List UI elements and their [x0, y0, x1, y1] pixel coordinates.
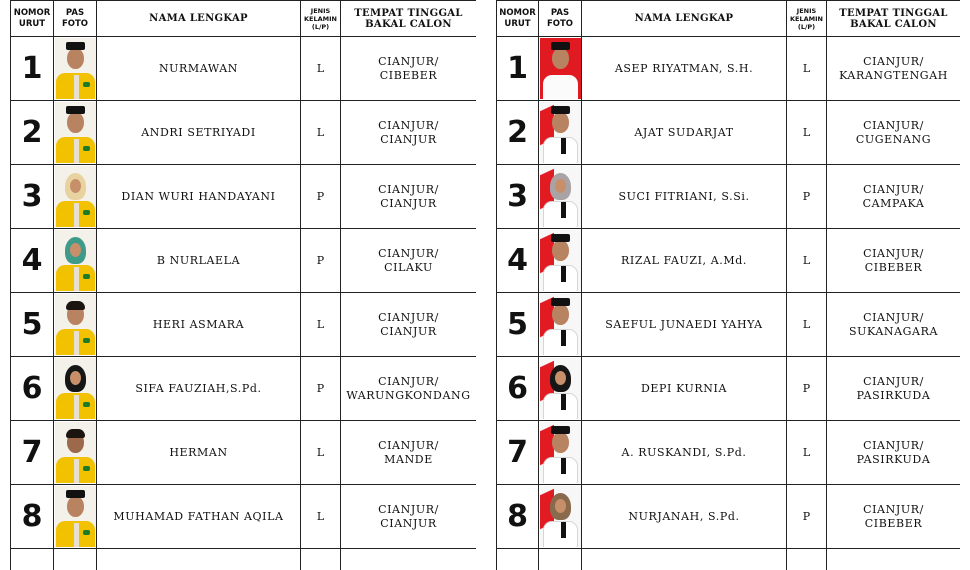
- candidate-number: 2: [11, 101, 54, 165]
- residence-line-2: CIANJUR: [380, 196, 437, 210]
- candidate-name: RIZAL FAUZI, A.Md.: [582, 229, 787, 293]
- candidate-residence: [827, 165, 961, 229]
- candidate-residence: [341, 229, 477, 293]
- candidate-photo: [54, 485, 97, 549]
- partial-cell: [341, 549, 477, 570]
- candidate-name: ASEP RIYATMAN, S.H.: [582, 37, 787, 101]
- candidate-gender: P: [301, 229, 341, 293]
- candidate-photo-image: [55, 230, 96, 291]
- candidate-name: NURMAWAN: [97, 37, 301, 101]
- candidate-row: [11, 357, 477, 421]
- residence-line-1: CIANJUR/: [378, 246, 439, 260]
- candidate-photo: [54, 421, 97, 485]
- candidate-gender: L: [301, 485, 341, 549]
- candidate-photo-image: [55, 422, 96, 483]
- candidate-photo-image: [540, 38, 581, 99]
- candidate-name: AJAT SUDARJAT: [582, 101, 787, 165]
- candidate-residence: [341, 293, 477, 357]
- candidate-row: [497, 37, 961, 101]
- residence-line-1: CIANJUR/: [863, 438, 924, 452]
- residence-line-2: CIANJUR: [380, 516, 437, 530]
- candidate-row: [11, 293, 477, 357]
- candidate-residence: [827, 37, 961, 101]
- candidate-gender: P: [787, 357, 827, 421]
- table-header-row: [497, 1, 961, 37]
- candidate-name: SIFA FAUZIAH,S.Pd.: [97, 357, 301, 421]
- residence-line-1: CIANJUR/: [863, 502, 924, 516]
- candidate-gender: L: [787, 101, 827, 165]
- candidate-photo: [539, 101, 582, 165]
- header-name: NAMA LENGKAP: [97, 1, 301, 37]
- header-gender: JENIS KELAMIN (L/P): [787, 1, 827, 37]
- candidate-photo: [54, 229, 97, 293]
- partial-cell: [11, 549, 54, 570]
- partial-cell: [97, 549, 301, 570]
- residence-line-1: CIANJUR/: [378, 438, 439, 452]
- candidate-row: [11, 165, 477, 229]
- candidate-row: [497, 101, 961, 165]
- candidate-name: NURJANAH, S.Pd.: [582, 485, 787, 549]
- candidate-number: 1: [497, 37, 539, 101]
- candidate-number: 4: [497, 229, 539, 293]
- residence-line-2: CILAKU: [384, 260, 433, 274]
- candidate-photo: [54, 37, 97, 101]
- header-residence: TEMPAT TINGGAL BAKAL CALON: [341, 1, 477, 37]
- header-gender: JENIS KELAMIN (L/P): [301, 1, 341, 37]
- candidate-photo: [539, 357, 582, 421]
- candidate-number: 5: [497, 293, 539, 357]
- partial-cell: [582, 549, 787, 570]
- candidate-row: [11, 421, 477, 485]
- candidate-gender: L: [787, 229, 827, 293]
- residence-line-1: CIANJUR/: [378, 374, 439, 388]
- candidate-photo-image: [540, 422, 581, 483]
- candidate-name: SAEFUL JUNAEDI YAHYA: [582, 293, 787, 357]
- candidate-photo-image: [55, 358, 96, 419]
- residence-line-1: CIANJUR/: [378, 502, 439, 516]
- header-photo: PAS FOTO: [54, 1, 97, 37]
- candidate-name: HERI ASMARA: [97, 293, 301, 357]
- header-residence: TEMPAT TINGGAL BAKAL CALON: [827, 1, 961, 37]
- candidate-name: SUCI FITRIANI, S.Si.: [582, 165, 787, 229]
- candidate-residence: [827, 485, 961, 549]
- partial-cell: [827, 549, 961, 570]
- candidate-residence: [827, 357, 961, 421]
- residence-line-1: CIANJUR/: [863, 310, 924, 324]
- candidate-photo: [539, 421, 582, 485]
- candidate-row: [11, 37, 477, 101]
- candidate-residence: [341, 357, 477, 421]
- candidate-number: 7: [11, 421, 54, 485]
- candidate-photo: [539, 293, 582, 357]
- candidate-gender: P: [301, 165, 341, 229]
- partial-cell: [54, 549, 97, 570]
- residence-line-2: MANDE: [384, 452, 433, 466]
- candidate-name: B NURLAELA: [97, 229, 301, 293]
- candidate-row: [497, 229, 961, 293]
- candidate-photo-image: [540, 358, 581, 419]
- candidate-row: [497, 165, 961, 229]
- candidate-gender: L: [787, 293, 827, 357]
- partial-cell: [787, 549, 827, 570]
- candidate-photo-image: [540, 102, 581, 163]
- residence-line-1: CIANJUR/: [863, 118, 924, 132]
- candidate-residence: [827, 229, 961, 293]
- candidate-row: [11, 229, 477, 293]
- candidate-gender: L: [787, 37, 827, 101]
- header-photo: PAS FOTO: [539, 1, 582, 37]
- residence-line-1: CIANJUR/: [378, 310, 439, 324]
- candidate-photo-image: [55, 38, 96, 99]
- candidate-residence: [341, 165, 477, 229]
- candidate-photo-image: [55, 294, 96, 355]
- candidate-photo: [54, 101, 97, 165]
- left-candidate-table: [10, 0, 476, 570]
- candidate-name: HERMAN: [97, 421, 301, 485]
- candidate-number: 5: [11, 293, 54, 357]
- candidate-residence: [827, 421, 961, 485]
- right-candidate-table: [496, 0, 960, 570]
- candidate-name: ANDRI SETRIYADI: [97, 101, 301, 165]
- residence-line-2: CIBEBER: [379, 68, 438, 82]
- candidate-name: DEPI KURNIA: [582, 357, 787, 421]
- partial-cell: [539, 549, 582, 570]
- candidate-residence: [341, 37, 477, 101]
- candidate-gender: L: [301, 101, 341, 165]
- residence-line-1: CIANJUR/: [863, 54, 924, 68]
- residence-line-2: CIANJUR: [380, 132, 437, 146]
- candidate-photo: [54, 293, 97, 357]
- partial-row: [497, 549, 961, 570]
- residence-line-2: SUKANAGARA: [848, 324, 939, 338]
- candidate-photo: [539, 37, 582, 101]
- candidate-residence: [341, 101, 477, 165]
- candidate-gender: L: [301, 37, 341, 101]
- residence-line-1: CIANJUR/: [863, 182, 924, 196]
- candidate-photo-image: [55, 102, 96, 163]
- candidate-row: [497, 485, 961, 549]
- candidate-number: 3: [11, 165, 54, 229]
- partial-row: [11, 549, 477, 570]
- header-number: NOMOR URUT: [11, 1, 54, 37]
- candidate-number: 7: [497, 421, 539, 485]
- candidate-photo-image: [540, 230, 581, 291]
- candidate-row: [11, 101, 477, 165]
- table-header-row: [11, 1, 477, 37]
- candidate-residence: [827, 293, 961, 357]
- candidate-row: [497, 357, 961, 421]
- candidate-gender: P: [787, 165, 827, 229]
- residence-line-1: CIANJUR/: [378, 118, 439, 132]
- candidate-gender: P: [301, 357, 341, 421]
- candidate-number: 8: [11, 485, 54, 549]
- candidate-number: 8: [497, 485, 539, 549]
- residence-line-2: WARUNGKONDANG: [346, 388, 471, 402]
- candidate-row: [11, 485, 477, 549]
- candidate-photo-image: [540, 294, 581, 355]
- residence-line-2: CIBEBER: [864, 260, 923, 274]
- candidate-photo-image: [540, 486, 581, 547]
- candidate-number: 6: [497, 357, 539, 421]
- candidate-number: 2: [497, 101, 539, 165]
- candidate-photo-image: [55, 166, 96, 227]
- candidate-gender: L: [301, 293, 341, 357]
- candidate-name: MUHAMAD FATHAN AQILA: [97, 485, 301, 549]
- residence-line-2: CAMPAKA: [862, 196, 925, 210]
- candidate-name: A. RUSKANDI, S.Pd.: [582, 421, 787, 485]
- residence-line-2: CUGENANG: [855, 132, 932, 146]
- candidate-row: [497, 421, 961, 485]
- candidate-photo: [539, 165, 582, 229]
- candidate-photo: [539, 485, 582, 549]
- candidate-residence: [341, 485, 477, 549]
- residence-line-1: CIANJUR/: [863, 246, 924, 260]
- candidate-photo: [539, 229, 582, 293]
- candidate-photo-image: [55, 486, 96, 547]
- residence-line-2: CIBEBER: [864, 516, 923, 530]
- residence-line-2: CIANJUR: [380, 324, 437, 338]
- candidate-name: DIAN WURI HANDAYANI: [97, 165, 301, 229]
- candidate-row: [497, 293, 961, 357]
- candidate-gender: P: [787, 485, 827, 549]
- candidate-number: 4: [11, 229, 54, 293]
- header-name: NAMA LENGKAP: [582, 1, 787, 37]
- residence-line-1: CIANJUR/: [378, 182, 439, 196]
- candidate-number: 6: [11, 357, 54, 421]
- residence-line-1: CIANJUR/: [863, 374, 924, 388]
- header-number: NOMOR URUT: [497, 1, 539, 37]
- candidate-gender: L: [301, 421, 341, 485]
- partial-cell: [497, 549, 539, 570]
- candidate-photo-image: [540, 166, 581, 227]
- candidate-photo: [54, 357, 97, 421]
- candidate-residence: [827, 101, 961, 165]
- candidate-gender: L: [787, 421, 827, 485]
- candidate-residence: [341, 421, 477, 485]
- candidate-number: 1: [11, 37, 54, 101]
- partial-cell: [301, 549, 341, 570]
- candidate-photo: [54, 165, 97, 229]
- residence-line-2: PASIRKUDA: [856, 388, 931, 402]
- residence-line-1: CIANJUR/: [378, 54, 439, 68]
- candidate-number: 3: [497, 165, 539, 229]
- residence-line-2: PASIRKUDA: [856, 452, 931, 466]
- residence-line-2: KARANGTENGAH: [839, 68, 948, 82]
